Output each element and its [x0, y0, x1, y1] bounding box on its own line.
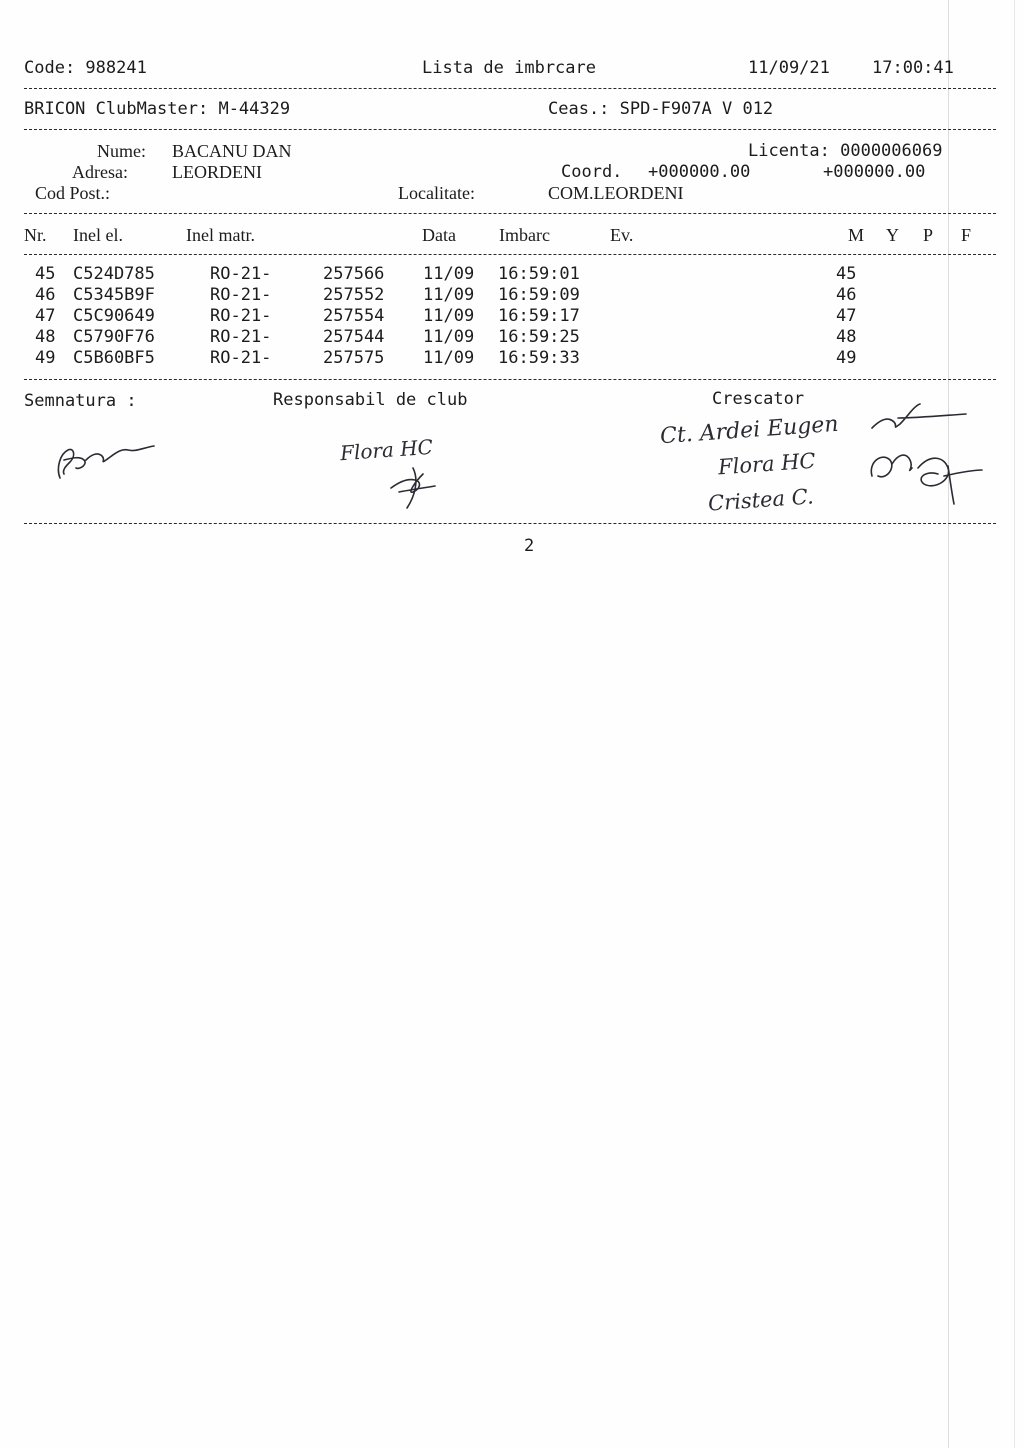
breeder-signature-mark — [864, 446, 984, 526]
col-header-data: Data — [422, 225, 456, 245]
col-header-f: F — [961, 225, 972, 245]
cell-m: 48 — [836, 327, 857, 347]
club-responsible-label: Responsabil de club — [273, 390, 468, 410]
owner-signature — [50, 430, 170, 490]
paper-edge — [1014, 0, 1015, 1448]
divider — [24, 129, 996, 130]
col-header-ev: Ev. — [610, 225, 634, 245]
clock-label: Ceas.: SPD-F907A V 012 — [548, 99, 774, 119]
coord-label: Coord. — [561, 162, 623, 182]
postcode-label: Cod Post.: — [35, 183, 111, 203]
page-number: 2 — [524, 536, 535, 556]
divider — [24, 88, 996, 89]
breeder-signature-flourish — [868, 396, 978, 436]
cell-inel-el: C524D785 — [73, 264, 155, 284]
cell-inel-matr: 257554 — [323, 306, 385, 326]
cell-inel-el: C5790F76 — [73, 327, 155, 347]
col-header-inel-el: Inel el. — [73, 225, 123, 245]
breeder-signature-line-2: Flora HC — [717, 448, 817, 480]
name-value: BACANU DAN — [172, 141, 292, 161]
cell-prefix: RO-21- — [210, 348, 272, 368]
cell-data: 11/09 — [423, 327, 475, 347]
cell-inel-el: C5345B9F — [73, 285, 155, 305]
divider — [24, 523, 996, 524]
col-header-inel-matr: Inel matr. — [186, 225, 255, 245]
cell-prefix: RO-21- — [210, 285, 272, 305]
cell-prefix: RO-21- — [210, 306, 272, 326]
address-label: Adresa: — [72, 162, 128, 182]
col-header-nr: Nr. — [24, 225, 47, 245]
cell-imbarc: 16:59:17 — [498, 306, 580, 326]
col-header-imbarc: Imbarc — [499, 225, 550, 245]
print-date: 11/09/21 — [748, 58, 830, 78]
clubmaster-label: BRICON ClubMaster: M-44329 — [24, 99, 291, 119]
cell-m: 45 — [836, 264, 857, 284]
breeder-signature-line-3: Cristea C. — [707, 484, 815, 516]
club-signature-mark — [385, 462, 445, 512]
locality-label: Localitate: — [398, 183, 475, 203]
divider — [24, 379, 996, 380]
cell-inel-matr: 257544 — [323, 327, 385, 347]
paper-crease — [948, 0, 949, 1448]
licence-label: Licenta: 0000006069 — [748, 141, 943, 161]
cell-m: 49 — [836, 348, 857, 368]
cell-prefix: RO-21- — [210, 327, 272, 347]
divider — [24, 213, 996, 214]
code-label: Code: 988241 — [24, 58, 147, 78]
col-header-p: P — [923, 225, 934, 245]
cell-m: 47 — [836, 306, 857, 326]
cell-imbarc: 16:59:01 — [498, 264, 580, 284]
cell-data: 11/09 — [423, 306, 475, 326]
cell-nr: 48 — [35, 327, 56, 347]
cell-imbarc: 16:59:33 — [498, 348, 580, 368]
cell-nr: 46 — [35, 285, 56, 305]
locality-value: COM.LEORDENI — [548, 183, 684, 203]
document-title: Lista de imbrcare — [422, 58, 596, 78]
breeder-signature-line-1: Ct. Ardei Eugen — [659, 411, 840, 450]
divider — [24, 254, 996, 255]
coord-y: +000000.00 — [823, 162, 926, 182]
cell-inel-matr: 257566 — [323, 264, 385, 284]
club-signature-text: Flora HC — [339, 434, 434, 466]
cell-data: 11/09 — [423, 348, 475, 368]
breeder-label: Crescator — [712, 389, 805, 409]
cell-imbarc: 16:59:09 — [498, 285, 580, 305]
cell-nr: 45 — [35, 264, 56, 284]
cell-data: 11/09 — [423, 285, 475, 305]
col-header-y: Y — [886, 225, 899, 245]
signature-label: Semnatura : — [24, 391, 137, 411]
cell-inel-el: C5B60BF5 — [73, 348, 155, 368]
coord-x: +000000.00 — [648, 162, 751, 182]
cell-nr: 49 — [35, 348, 56, 368]
cell-imbarc: 16:59:25 — [498, 327, 580, 347]
name-label: Nume: — [97, 141, 146, 161]
cell-m: 46 — [836, 285, 857, 305]
col-header-m: M — [848, 225, 865, 245]
cell-prefix: RO-21- — [210, 264, 272, 284]
cell-nr: 47 — [35, 306, 56, 326]
cell-data: 11/09 — [423, 264, 475, 284]
cell-inel-matr: 257575 — [323, 348, 385, 368]
print-time: 17:00:41 — [872, 58, 954, 78]
address-value: LEORDENI — [172, 162, 262, 182]
cell-inel-el: C5C90649 — [73, 306, 155, 326]
cell-inel-matr: 257552 — [323, 285, 385, 305]
